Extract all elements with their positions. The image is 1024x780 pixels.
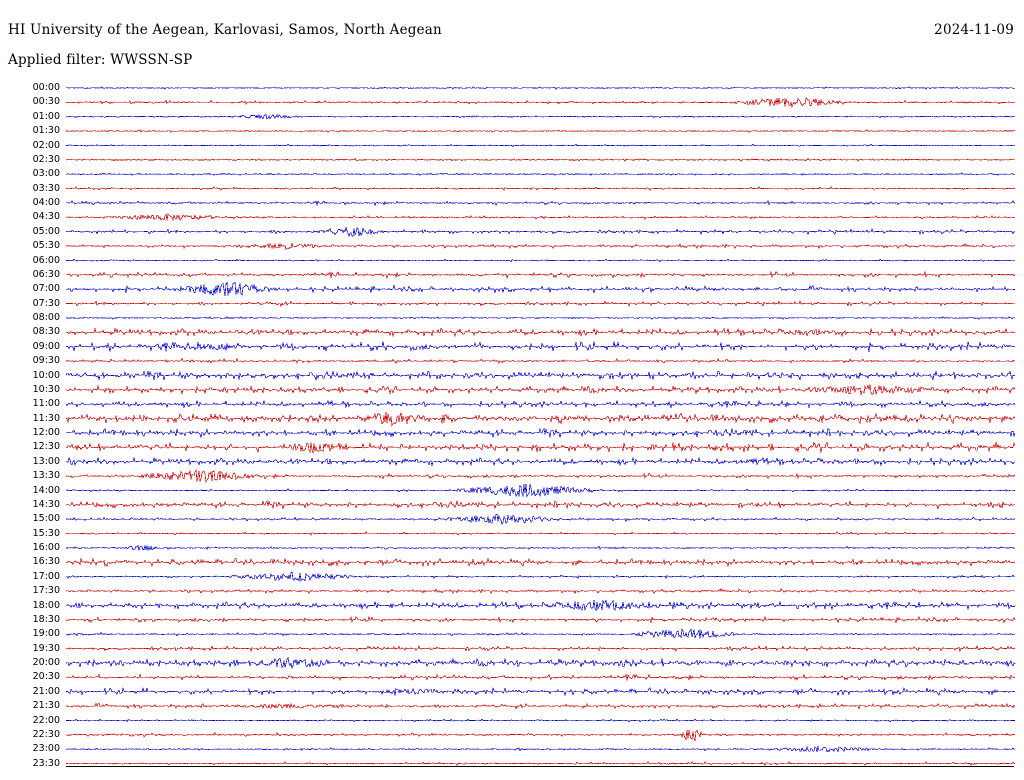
trace-line: [66, 688, 1015, 696]
trace-line: [66, 359, 1015, 364]
trace-line: [66, 442, 1015, 453]
time-tick-label: 02:30: [32, 153, 60, 165]
time-tick-label: 06:00: [32, 254, 60, 266]
trace-line: [66, 558, 1015, 566]
trace-line: [66, 115, 1015, 119]
trace-line: [66, 629, 1015, 638]
time-tick-label: 21:30: [32, 700, 60, 712]
trace-line: [66, 532, 1015, 535]
trace-line: [66, 227, 1015, 236]
time-tick-label: 21:00: [32, 685, 60, 697]
time-tick-label: 11:00: [32, 398, 60, 410]
trace-line: [66, 674, 1015, 680]
plot-bottom-rule: [66, 766, 1014, 767]
trace-line: [66, 589, 1015, 594]
time-tick-label: 23:30: [32, 757, 60, 769]
trace-line: [66, 658, 1015, 668]
helicorder-plot: [0, 80, 1024, 770]
time-tick-label: 16:30: [32, 556, 60, 568]
time-tick-label: 18:00: [32, 599, 60, 611]
time-tick-label: 17:00: [32, 570, 60, 582]
time-tick-label: 15:30: [32, 527, 60, 539]
trace-line: [66, 214, 1015, 220]
time-tick-label: 19:00: [32, 628, 60, 640]
date-label: 2024-11-09: [934, 22, 1014, 38]
time-tick-label: 00:00: [32, 82, 60, 93]
time-tick-label: 02:00: [32, 139, 60, 151]
trace-line: [66, 514, 1015, 524]
time-tick-label: 20:00: [32, 657, 60, 668]
time-tick-label: 18:30: [32, 613, 60, 625]
trace-line: [66, 458, 1015, 466]
trace-line: [66, 762, 1015, 766]
filter-label: Applied filter: WWSSN-SP: [8, 52, 193, 68]
trace-line: [66, 259, 1015, 262]
time-tick-label: 01:00: [32, 110, 60, 122]
time-tick-label: 04:00: [32, 197, 60, 208]
trace-line: [66, 470, 1015, 481]
time-tick-label: 12:30: [32, 441, 60, 453]
trace-line: [66, 187, 1015, 190]
time-tick-label: 13:00: [32, 455, 60, 467]
time-tick-label: 06:30: [32, 268, 60, 280]
trace-line: [66, 572, 1015, 580]
time-tick-label: 17:30: [32, 585, 60, 597]
trace-line: [66, 158, 1015, 161]
time-tick-label: 11:30: [32, 412, 60, 424]
time-tick-label: 09:00: [32, 340, 60, 352]
trace-line: [66, 746, 1015, 752]
trace-line: [66, 384, 1015, 394]
trace-line: [66, 130, 1015, 132]
trace-line: [66, 173, 1015, 176]
time-tick-label: 14:30: [32, 498, 60, 510]
time-tick-label: 08:30: [32, 326, 60, 338]
time-tick-label: 04:30: [32, 211, 60, 223]
trace-line: [66, 328, 1015, 336]
time-tick-label: 23:00: [32, 743, 60, 755]
time-tick-label: 10:30: [32, 383, 60, 395]
trace-line: [66, 283, 1015, 297]
time-tick-label: 15:00: [32, 513, 60, 525]
time-tick-label: 00:30: [32, 96, 60, 108]
trace-line: [66, 87, 1015, 90]
seismogram-traces: [66, 80, 1016, 770]
time-tick-label: 03:00: [32, 168, 60, 180]
time-tick-label: 14:00: [32, 484, 60, 496]
trace-line: [66, 545, 1015, 550]
trace-line: [66, 243, 1015, 249]
chart-header: [0, 0, 1024, 76]
trace-line: [66, 301, 1015, 306]
trace-line: [66, 371, 1015, 380]
time-tick-label: 08:00: [32, 312, 60, 323]
time-tick-label: 07:00: [32, 283, 60, 295]
trace-line: [66, 400, 1015, 407]
trace-line: [66, 719, 1015, 722]
trace-line: [66, 98, 1015, 107]
trace-line: [66, 646, 1015, 651]
trace-line: [66, 144, 1015, 146]
trace-line: [66, 484, 1015, 497]
trace-line: [66, 429, 1015, 438]
trace-line: [66, 317, 1015, 320]
time-tick-label: 16:00: [32, 542, 60, 553]
trace-line: [66, 617, 1015, 623]
trace-line: [66, 201, 1015, 205]
time-tick-label: 20:30: [32, 671, 60, 683]
trace-line: [66, 341, 1015, 351]
trace-line: [66, 501, 1015, 509]
trace-line: [66, 600, 1015, 610]
trace-line: [66, 412, 1015, 425]
trace-line: [66, 272, 1015, 278]
page-title: HI University of the Aegean, Karlovasi, Samos, North Aegean: [8, 22, 442, 38]
trace-line: [66, 730, 1015, 741]
time-tick-label: 07:30: [32, 297, 60, 309]
time-tick-label: 22:30: [32, 728, 60, 740]
trace-line: [66, 703, 1015, 708]
time-tick-label: 13:30: [32, 470, 60, 482]
time-tick-label: 12:00: [32, 427, 60, 438]
time-tick-label: 09:30: [32, 355, 60, 367]
time-tick-label: 19:30: [32, 642, 60, 654]
time-tick-label: 05:30: [32, 240, 60, 252]
time-tick-label: 10:00: [32, 369, 60, 381]
time-tick-label: 03:30: [32, 182, 60, 194]
time-tick-label: 22:00: [32, 714, 60, 726]
time-tick-label: 05:00: [32, 225, 60, 237]
time-tick-label: 01:30: [32, 125, 60, 137]
